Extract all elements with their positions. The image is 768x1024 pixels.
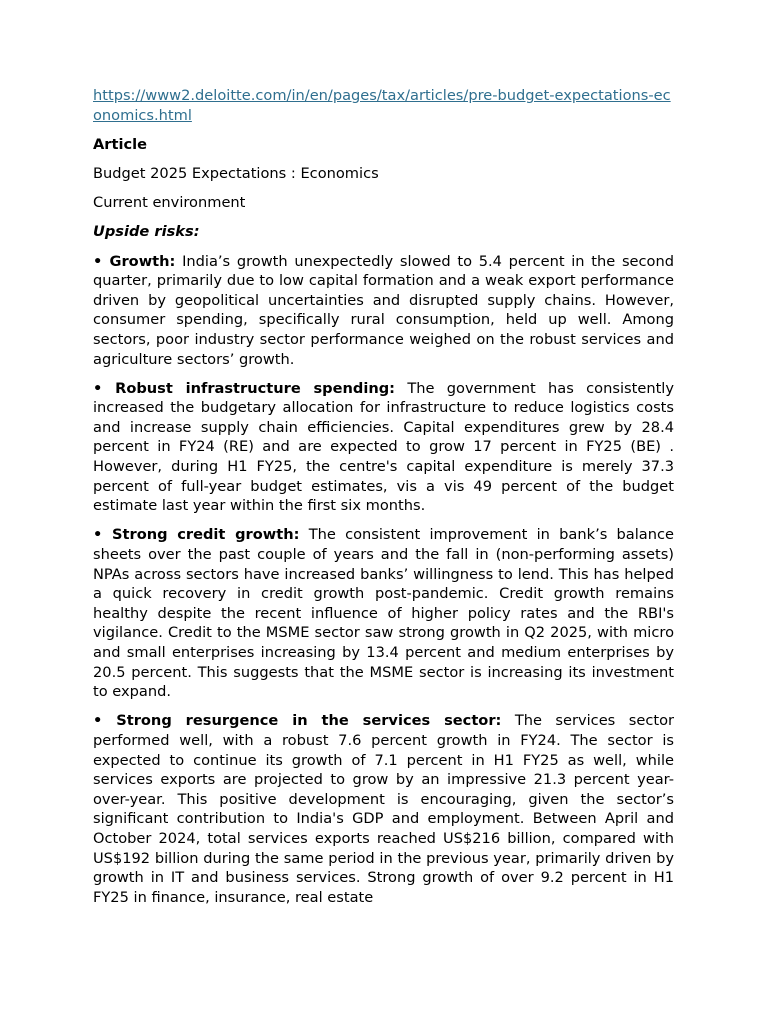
bullet-lead: • Growth: xyxy=(93,252,176,270)
bullet-infrastructure xyxy=(93,379,674,516)
bullet-lead: • Strong credit growth: xyxy=(93,526,300,544)
section-heading: Current environment xyxy=(93,194,246,212)
article-title: Budget 2025 Expectations : Economics xyxy=(93,164,379,182)
bullet-text: The services sector performed well, with a robust 7.6 percent growth in FY24. The sector is expected to continue its growth of 7.1 percent in H1 FY25 as well, while services exports are projected to grow by an impressive 21.3 percent year-over-year. This positive development is encouraging, given the sector’s significant contribution to India's GDP and employment. Between April and October 2024, total services exports reached US$216 billion, compared with US$192 billion during the same period in the previous year, primarily driven by growth in IT and business services. Strong growth of over 9.2 percent in H1 FY25 in finance, insurance, real estate xyxy=(93,712,674,906)
bullet-text: The consistent improvement in bank’s balance sheets over the past couple of years and the fall in (non-performing assets) NPAs across sectors have increased banks’ willingness to lend. This has helped a quick recovery in credit growth post-pandemic. Credit growth remains healthy despite the recent influence of higher policy rates and the RBI's vigilance. Credit to the MSME sector saw strong growth in Q2 2025, with micro and small enterprises increasing by 13.4 percent and medium enterprises by 20.5 percent. This suggests that the MSME sector is increasing its investment to expand. xyxy=(93,526,675,701)
article-label: Article xyxy=(93,135,148,153)
bullet-credit xyxy=(93,525,674,701)
bullet-lead: • Robust infrastructure spending: xyxy=(93,379,396,397)
bullet-services xyxy=(93,711,674,907)
subsection-heading: Upside risks: xyxy=(93,223,200,241)
bullet-text: The government has consistently increased the budgetary allocation for infrastructure to reduce logistics costs and increase supply chain efficiencies. Capital expenditures grew by 28.4 percent in FY24 (RE) and are expected to grow 17 percent in FY25 (BE) . However, during H1 FY25, the centre's capital expenditure is merely 37.3 percent of full-year budget estimates, vis a vis 49 percent of the budget estimate last year within the first six months. xyxy=(93,379,674,515)
source-link[interactable]: https://www2.deloitte.com/in/en/pages/tax/articles/pre-budget-expectations-economics.html xyxy=(93,87,671,124)
bullet-text: India’s growth unexpectedly slowed to 5.4 percent in the second quarter, primarily due to low capital formation and a weak export performance driven by geopolitical uncertainties and disrupted supply chains. However, consumer spending, specifically rural consumption, held up well. Among sectors, poor industry sector performance weighed on the robust services and agriculture sectors’ growth. xyxy=(93,252,674,368)
bullet-growth xyxy=(93,252,674,370)
document-page xyxy=(93,86,674,917)
bullet-lead: • Strong resurgence in the services sector: xyxy=(93,712,502,730)
